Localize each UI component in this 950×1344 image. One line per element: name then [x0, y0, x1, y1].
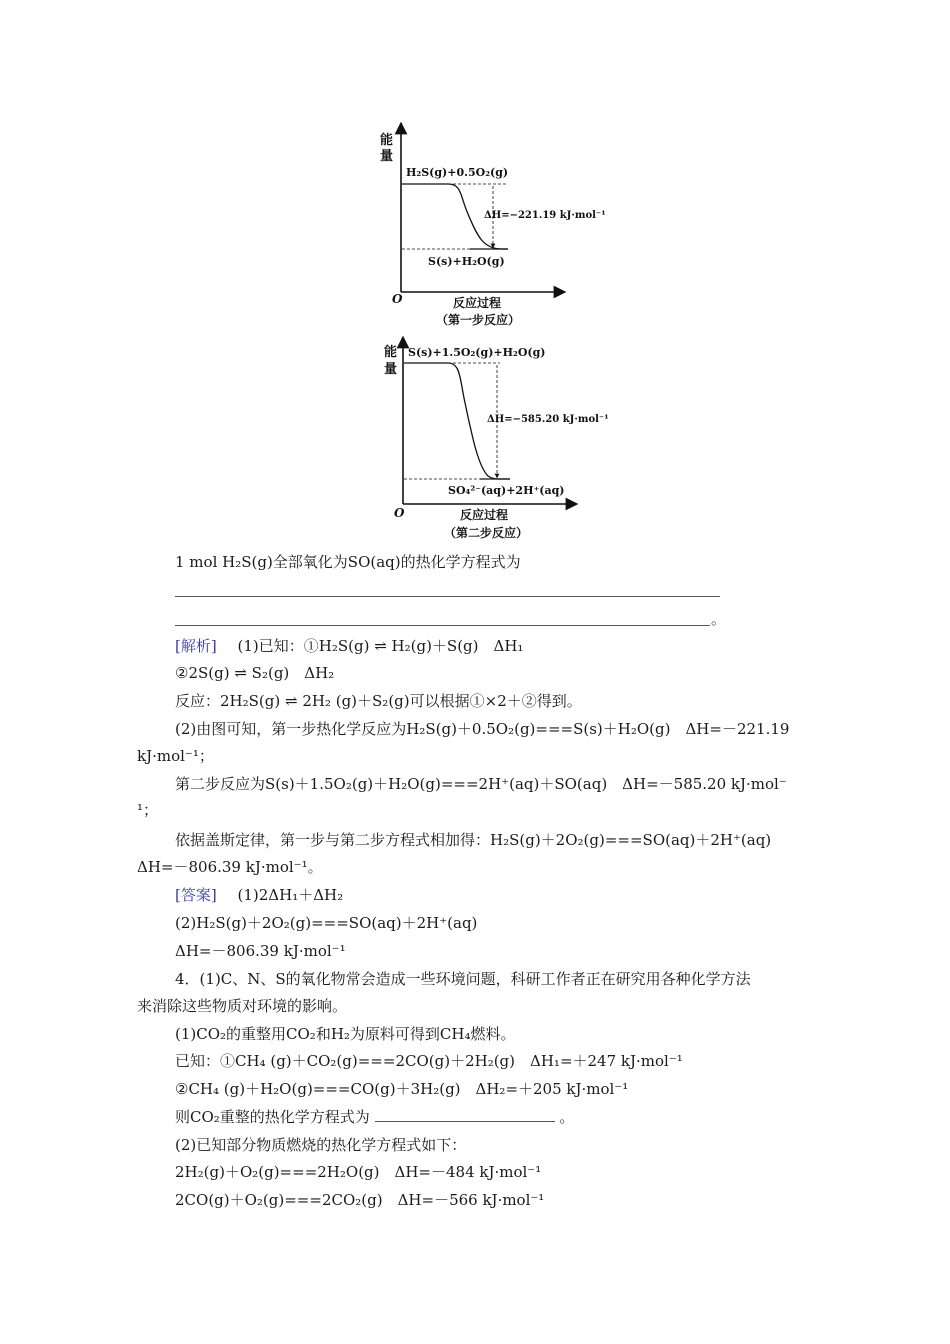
answer-tag: [答案]: [175, 886, 217, 904]
analysis-line-4-cont: kJ·mol⁻¹；: [137, 747, 214, 765]
question-4-part2: (2)已知部分物质燃烧的热化学方程式如下：: [175, 1136, 467, 1154]
answer-blank-1[interactable]: [175, 596, 720, 597]
analysis-tag: [解析]: [175, 637, 217, 655]
combustion-eq-2: 2CO(g)＋O₂(g)===2CO₂(g) ΔH=－566 kJ·mol⁻¹: [175, 1191, 545, 1209]
question-stem: 1 mol H₂S(g)全部氧化为SO(aq)的热化学方程式为: [175, 553, 521, 571]
dh-label: ΔH=−221.19 kJ·mol⁻¹: [484, 210, 606, 221]
y-axis-label-2: 量: [380, 149, 394, 164]
analysis-line-1: [175, 636, 523, 656]
dh-label: ΔH=−585.20 kJ·mol⁻¹: [487, 414, 609, 425]
energy-diagram-step1-svg: [360, 122, 640, 332]
reactant-label: S(s)+1.5O₂(g)+H₂O(g): [408, 346, 546, 359]
answer-line-2: (2)H₂S(g)＋2O₂(g)===SO(aq)＋2H⁺(aq): [175, 914, 478, 932]
origin-label: O: [394, 506, 405, 520]
question-4-given-2: ②CH₄ (g)＋H₂O(g)===CO(g)＋3H₂(g) ΔH₂=＋205 kJ·mol⁻¹: [175, 1080, 629, 1098]
analysis-line-6: 依据盖斯定律，第一步与第二步方程式相加得：H₂S(g)＋2O₂(g)===SO(aq)＋2H⁺(aq): [175, 831, 772, 849]
answer-line-3: ΔH=－806.39 kJ·mol⁻¹: [175, 942, 346, 960]
blank-period: 。: [711, 610, 727, 628]
answer-text-1: (1)2ΔH₁＋ΔH₂: [237, 886, 344, 904]
figure-caption: （第二步反应）: [444, 526, 529, 540]
energy-diagram-step2: [360, 336, 640, 548]
y-axis-label-1: 能: [380, 133, 394, 148]
origin-label: O: [392, 292, 403, 306]
combustion-eq-1: 2H₂(g)＋O₂(g)===2H₂O(g) ΔH=－484 kJ·mol⁻¹: [175, 1163, 542, 1181]
energy-diagram-step1: [360, 122, 640, 332]
question-4-ask: [175, 1107, 574, 1127]
analysis-line-6-cont: ΔH=－806.39 kJ·mol⁻¹。: [137, 858, 323, 876]
analysis-line-5-cont: ¹；: [137, 801, 159, 819]
y-axis-label-2: 量: [384, 362, 398, 377]
question-4-line-1: 4．(1)C、N、S的氧化物常会造成一些环境问题，科研工作者正在研究用各种化学方法: [175, 970, 751, 988]
answer-line-1: [175, 885, 343, 905]
analysis-line-4: (2)由图可知，第一步热化学反应为H₂S(g)＋0.5O₂(g)===S(s)＋H₂O(g) ΔH=－221.19: [175, 720, 790, 738]
figure-caption: （第一步反应）: [436, 313, 521, 327]
answer-blank-2[interactable]: [175, 625, 710, 626]
reactant-label: H₂S(g)+0.5O₂(g): [406, 166, 509, 179]
analysis-text-1: (1)已知：①H₂S(g) ⇌ H₂(g)＋S(g) ΔH₁: [237, 637, 524, 655]
analysis-line-5: 第二步反应为S(s)＋1.5O₂(g)＋H₂O(g)===2H⁺(aq)＋SO(aq) ΔH=－585.20 kJ·mol⁻: [175, 775, 787, 793]
x-axis-label: 反应过程: [453, 296, 502, 310]
product-label: SO₄²⁻(aq)+2H⁺(aq): [448, 484, 565, 497]
question-4-ask-text: 则CO₂重整的热化学方程式为: [175, 1108, 370, 1126]
analysis-line-3: 反应：2H₂S(g) ⇌ 2H₂ (g)＋S₂(g)可以根据①×2＋②得到。: [175, 692, 582, 710]
question-4-ask-end: 。: [559, 1108, 575, 1126]
question-4-answer-blank[interactable]: [375, 1107, 555, 1122]
x-axis-label: 反应过程: [460, 508, 509, 522]
question-4-part1: (1)CO₂的重整用CO₂和H₂为原料可得到CH₄燃料。: [175, 1025, 516, 1043]
y-axis-label-1: 能: [384, 345, 398, 360]
analysis-line-2: ②2S(g) ⇌ S₂(g) ΔH₂: [175, 664, 335, 682]
product-label: S(s)+H₂O(g): [428, 255, 505, 268]
question-4-line-2: 来消除这些物质对环境的影响。: [137, 997, 348, 1015]
energy-diagram-step2-svg: [360, 336, 640, 548]
question-4-given-1: 已知：①CH₄ (g)＋CO₂(g)===2CO(g)＋2H₂(g) ΔH₁=＋247 kJ·mol⁻¹: [175, 1052, 683, 1070]
